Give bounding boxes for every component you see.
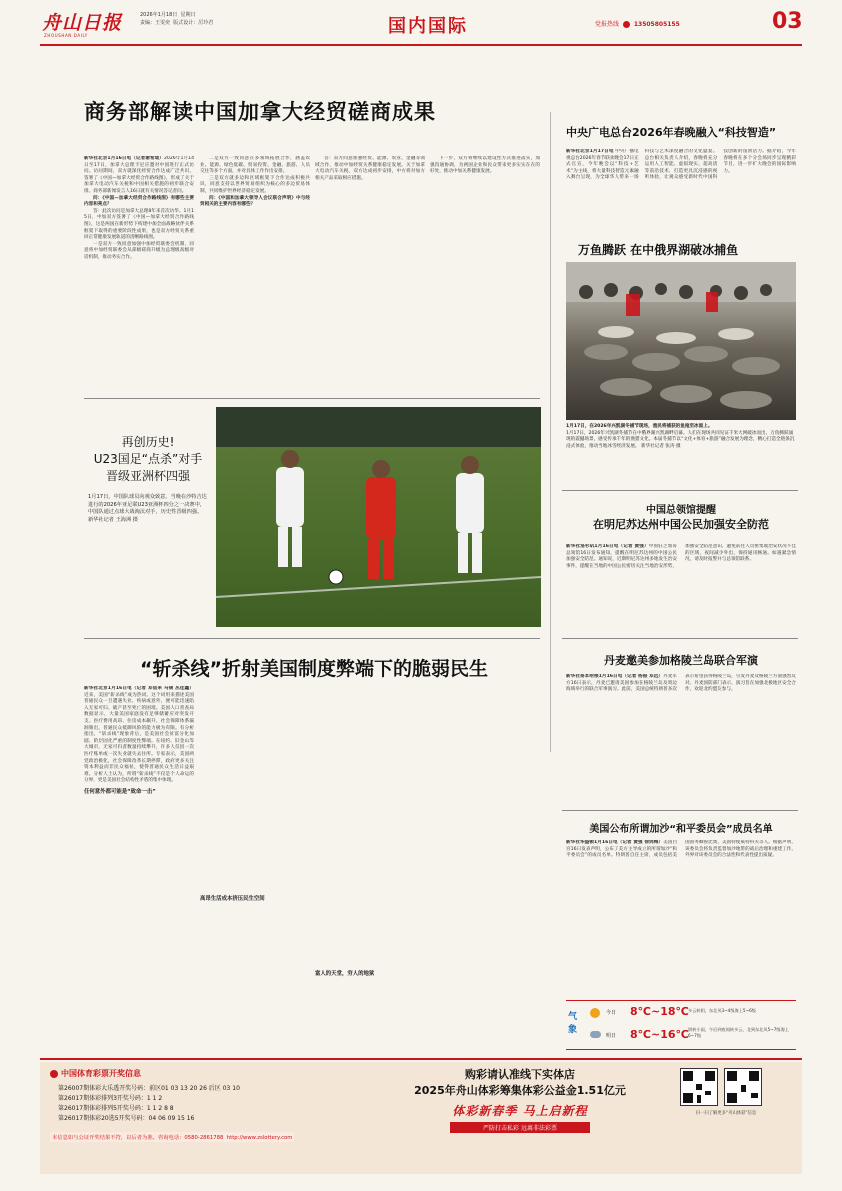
killline-text: 近来，美国“斩杀线”成为热词。这个词用来描述美国普通民众一旦遭遇失业、疾病或意外，便可能迅速陷入无家可归、破产甚至死亡的困境。美国人口普查局数据显示，大量美国家庭没有足够储蓄应对突发开支。医疗费用高昂、住房成本飙升、社会保障体系漏洞频出，普通民众抵御风险的能力极为有限。有分析指出，“斩杀线”现象背后，是美国社会贫富分化加剧、阶层固化严重的制度性弊端。在纽约、旧金山等大城市，无家可归者数量持续攀升，许多人仅因一次医疗账单或一次失业就失去住所。专家表示，美国两党政治极化，社会保障改革长期停滞，政府更多关注资本利益而非民众福祉，使得普通民众生活日益艰难。分析人士认为，所谓“斩杀线”不仅是个人命运的分界，更是美国社会结构性矛盾的集中体现。: [84, 692, 194, 784]
issue-weekday: 星期日: [180, 12, 196, 18]
peace-title: 美国公布所谓加沙“和平委员会”成员名单: [589, 824, 773, 835]
cloud-icon: [590, 1031, 601, 1038]
qr-caption: 扫一扫了解更多“舟山体彩”信息: [695, 1111, 757, 1116]
weather-icon: [590, 1008, 600, 1018]
hotline-number: 13505805155: [633, 21, 680, 28]
hotline-label: 党报热线: [595, 21, 620, 28]
u23-credit: 新华社记者 王海洲 摄: [88, 516, 138, 523]
ad-line2: 2025年舟山体彩筹集体彩公益金1.51亿元: [414, 1084, 626, 1097]
peace-dateline: 新华社华盛顿1月16日电（记者 黄强 徐剑梅）: [566, 840, 664, 845]
rule-danmai: [562, 638, 798, 639]
killline-col-1: [84, 686, 194, 1050]
qr-code-2[interactable]: [724, 1068, 762, 1106]
ice-fishing-scene: [566, 262, 796, 420]
consul-title-1: 中国总领馆提醒: [646, 505, 716, 516]
editor: 责编：王雯奕: [140, 20, 171, 26]
commerce-body-2: [200, 156, 310, 388]
commerce-body: [84, 156, 194, 388]
u23-title-3: 晋级亚洲杯四强: [105, 469, 190, 483]
header-rule: [40, 44, 802, 46]
spring-body: [566, 149, 796, 231]
hotline: [595, 19, 680, 28]
lottery-title-text: 中国体育彩票开奖信息: [61, 1069, 141, 1078]
football-scene: [216, 407, 541, 627]
column-divider: [550, 112, 551, 752]
rule-consul: [562, 490, 798, 491]
consul-text: 中国驻芝加哥总领馆16日发布通知，提醒在明尼苏达州的中国公民加强安全防范。通知说，近期明尼苏达州多地发生治安事件，提醒在当地的中国公民密切关注当地治安形势，加强安全防范意识，避免前往人员密集或治安状况不佳的区域，夜间减少外出，保持通讯畅通。如遇紧急情况，请及时报警并与总领馆联系。: [566, 544, 796, 569]
killline-col-3: [315, 686, 425, 1050]
weather-tomorrow-temp: 8℃~16℃: [630, 1028, 689, 1041]
lottery-row: 第26007期体彩大乐透开奖号码：前区01 03 13 20 26 后区 03 10: [58, 1085, 240, 1092]
commerce-para-7: 答：双方同意加强经贸、能源、农业、金融等领域合作，推动中加经贸关系健康稳定发展。关于加拿大电动汽车关税，双方达成初步安排，中方将对加方相关产品采取相应措施。: [315, 156, 425, 181]
weather-today-temp: 8℃~18℃: [630, 1005, 689, 1018]
masthead: [40, 6, 802, 42]
lottery-logo-icon: [50, 1070, 58, 1078]
lottery-footnote: [50, 1132, 294, 1142]
u23-title: [88, 434, 208, 485]
spring-dateline: 新华社北京1月17日电: [566, 149, 614, 154]
consul-title: [566, 504, 796, 533]
spring-title: 中央广电总台2026年春晚融入“科技智造”: [566, 126, 777, 139]
rule-bottom: [40, 1058, 802, 1060]
commerce-para-3: 一是双方一致同意加强中加经贸联委会机制，同意将中加经贸联委会从部级磋商升级为总理级高级对话机制，推动务实合作。: [84, 241, 194, 260]
spring-text: 中央广播电视总台2026年春节联欢晚会17日正式官宣，今年晚会以“科技+艺术”为主线，将大量科技智造元素融入舞台呈现，为全球华人带来一场科技与艺术深度融合的文化盛宴。总台相关负责人介绍，春晚将充分运用人工智能、虚拟现实、超高清等前沿技术，打造更具沉浸感的视听体验，让观众感受新时代中国科技创新的蓬勃活力。据介绍，今年春晚将在多个分会场同步呈现精彩节目，进一步扩大晚会的国际影响力。: [566, 149, 796, 181]
lottery-title: [50, 1068, 141, 1079]
danmai-dateline: 新华社哥本哈根1月16日电（记者 杨振 邓远）: [566, 674, 664, 679]
logo-pinyin: ZHOUSHAN DAILY: [44, 33, 88, 38]
weather-box: [566, 1000, 796, 1050]
commerce-para-4: 二是双方一致同意在多领域拓展合作，涵盖农业、能源、绿色低碳、贸易投资、金融、旅游、人员交往等多个方面，并对具体工作作出安排。: [200, 156, 310, 175]
consul-dateline: 新华社洛杉矶1月16日电（记者 黄强）: [566, 544, 649, 549]
commerce-q1: 问：《中国—加拿大经贸合作路线图》有哪些主要内容和亮点？: [84, 195, 194, 208]
ad-line4: 严防打击私彩 远离非法彩票: [450, 1122, 590, 1133]
killline-sub2: 高昂生活成本挤压民生空间: [200, 896, 265, 902]
photo1-credit: 新华社记者 张涛 摄: [640, 443, 681, 449]
photo1-caption-lead: 1月17日，在2026年兴凯湖冬捕节现场，渔民将捕获的鱼拖至冰面上。: [566, 424, 713, 429]
commerce-body-4: [430, 156, 540, 388]
lottery-box: [40, 1062, 802, 1174]
commerce-title: 商务部解读中国加拿大经贸磋商成果: [84, 100, 436, 124]
lottery-note: 本信息如与公证开奖结果不符，以后者为准。咨询电话：0580-2861788: [52, 1135, 224, 1141]
killline-dateline: 新华社北京1月16日电（记者 邓仙来 马倩 丛佳鑫）: [84, 686, 194, 691]
commerce-dateline: 新华社北京1月16日电（记者谢希瑶）: [84, 156, 164, 161]
section-title: 国内国际: [388, 16, 468, 37]
commerce-para-5: 三是双方就多边和区域框架下合作达成积极共识，同意支持以世界贸易组织为核心的多边贸易体制，共同维护世界经济稳定发展。: [200, 175, 310, 194]
weather-tomorrow-label: 明日: [606, 1033, 617, 1039]
commerce-para-0: 2026年1月14日至17日，加拿大总理卡尼应邀对中国进行正式访问。访问期间，双方就深化经贸合作达成广泛共识，签署了《中国—加拿大经贸合作路线图》，形成了关于加拿大电动汽车关税和中国相关措施的初步联合安排。商务部新闻发言人16日就有关情况答记者问。: [84, 156, 194, 194]
commerce-q2: 问：《中国和加拿大领导人会议联合声明》中与经贸相关的主要内容有哪些？: [200, 195, 310, 208]
lottery-row: 第26017期体彩排列5开奖号码：1 1 2 8 8: [58, 1105, 174, 1112]
killline-title: “斩杀线”折射美国制度弊端下的脆弱民生: [140, 658, 488, 680]
u23-title-2: U23国足“点杀”对手: [93, 452, 203, 466]
killline-col-4: [430, 686, 540, 1050]
lottery-site: http://www.zslottery.com: [226, 1135, 293, 1141]
killline-sub3: 富人的天堂，穷人的地狱: [315, 971, 375, 977]
ad-line3: 体彩新春季 马上启新程: [452, 1104, 588, 1118]
ice-fishing-photo: [566, 262, 796, 420]
commerce-body-3: [315, 156, 425, 388]
peace-text: 美国白宫16日发表声明，公布了美方主导成立的所谓加沙“和平委员会”的成员名单。特朗普自任主席，成员包括美国国务卿鲁比奥、美国特使威特科夫等人。根据声明，该委员会将负责监督加沙地带的战后治理和重建工作。外界对该委员会的合法性和代表性提出质疑。: [566, 840, 796, 859]
weather-label: 气象: [568, 1012, 578, 1035]
lottery-rows: [58, 1084, 388, 1124]
ad-line1: 购彩请认准线下实体店: [465, 1068, 575, 1081]
photo1-caption: [566, 424, 796, 450]
danmai-text: 丹麦军方16日表示，丹麦已邀请美国参加在格陵兰岛及周边海域举行的联合军事演习。此前，美国总统特朗普多次表示希望获得格陵兰岛，引发丹麦及格陵兰方面强烈反对。丹麦国防部门表示，演习旨在加强北极地区安全合作，欢迎北约盟友参与。: [566, 674, 796, 693]
u23-caption: [88, 494, 208, 524]
consul-title-2: 在明尼苏达州中国公民加强安全防范: [593, 518, 769, 531]
phone-icon: [623, 21, 630, 28]
photo1-title: 万鱼腾跃 在中俄界湖破冰捕鱼: [578, 243, 739, 257]
weather-today-label: 今日: [606, 1010, 617, 1016]
peace-body: [566, 840, 796, 948]
photo1-caption-body: 1月17日，2026年兴凯湖冬捕节在中俄界湖兴凯湖畔启幕。人们在现场共同见证千米大网破冰而出、万鱼腾跃涌现的震撼场景，感受传承千年的渔猎文化。本届冬捕节以“文化+体育+旅游”融合发展为理念，精心打造全链条沉浸式体验，推动当地冰雪经济发展。: [566, 430, 795, 449]
qr-code[interactable]: [680, 1068, 718, 1106]
commerce-para-2: 答：此次访问是加拿大总理8年来首次访华。1月15日，中加双方签署了《中国—加拿大经贸合作路线图》，这是两国在新形势下构建中加全面战略伙伴关系框架下取得的重要阶段性成果，也是双方经贸关系重回正常健康发展轨道的清晰路线图。: [84, 208, 194, 241]
rule-killline: [84, 638, 540, 639]
weather-tomorrow-desc: 阴转小雨，午后到夜间转多云，北到东北风5~7级海上6~7级: [688, 1027, 789, 1038]
rule-u23: [84, 398, 540, 399]
killline-sub1: 任何意外都可能是“致命一击”: [84, 788, 156, 795]
lottery-row: 第26017期体彩20选5开奖号码：04 06 09 15 16: [58, 1115, 195, 1122]
danmai-title: 丹麦邀美参加格陵兰岛联合军演: [604, 654, 758, 667]
commerce-para-8: 下一步，双方将继续以建设性方式推进落实，加强沟通协调，为两国企业和民众带来更多实实在在的好处，推动中加关系健康发展。: [430, 156, 540, 175]
danmai-body: [566, 674, 796, 806]
u23-text: 1月17日，中国队球员向观众致意。当晚在沙特吉达进行的2026年亚足联U23亚洲杯四分之一决赛中，中国队通过点球大战淘汰对手，历史性晋级四强。: [88, 494, 207, 516]
u23-title-1: 再创历史!: [121, 435, 175, 449]
designer: 版式设计：厉玲君: [173, 20, 214, 26]
issue-info: [140, 11, 213, 27]
lottery-row: 第26017期体彩排列3开奖号码：1 1 2: [58, 1095, 163, 1102]
killline-col-2: [200, 686, 310, 1050]
u23-photo: [216, 407, 541, 627]
consul-body: [566, 544, 796, 630]
rule-peace: [562, 810, 798, 811]
issue-date: 2026年1月18日: [140, 12, 178, 18]
logo: 舟山日报: [42, 12, 123, 34]
page-number: 03: [772, 9, 803, 34]
weather-today-desc: 多云转阴，东北风3~4级海上5~6级: [688, 1008, 756, 1013]
